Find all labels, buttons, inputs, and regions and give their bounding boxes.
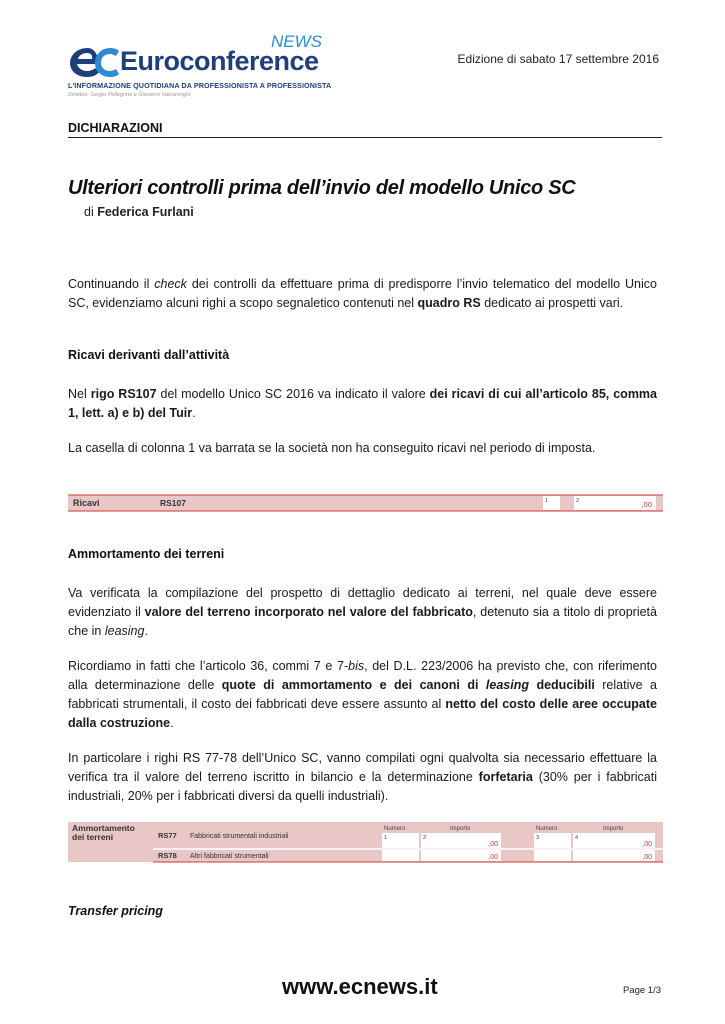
casella-paragraph: La casella di colonna 1 va barrata se la società non ha conseguito ricavi nel periodo di imposta.: [68, 441, 596, 455]
particolare-paragraph: [68, 749, 657, 806]
form-ricavi-amount: ,00: [641, 500, 652, 509]
form-rs77-col2: 2: [423, 835, 427, 841]
intro-text-3: dedicato ai prospetti vari.: [480, 296, 624, 310]
logo-news: NEWS: [271, 32, 322, 51]
form-terreni-hdr-numero-2: Numero: [536, 826, 558, 832]
form-rs77-code: RS77: [158, 831, 177, 840]
particolare-bold-b: forfetaria: [478, 770, 533, 784]
form-ricavi-label: Ricavi: [73, 498, 100, 508]
intro-em: check: [154, 277, 187, 291]
ricordiamo-bold-f: deducibili: [528, 678, 595, 692]
form-terreni: [68, 820, 663, 864]
ricordiamo-paragraph: [68, 657, 657, 733]
particolare-text-c: (30% per i fabbricati industriali, 20% per i fabbricati diversi da quelli industriali).: [68, 770, 658, 803]
terreni-text-e: .: [144, 624, 148, 638]
form-rs77-amount-2: ,00: [642, 841, 652, 848]
rs107-text-e: .: [192, 406, 196, 420]
section-divider: [68, 137, 662, 138]
rs107-paragraph: [68, 385, 657, 423]
form-ricavi-col1: 1: [545, 498, 549, 504]
terreni-paragraph: [68, 584, 657, 641]
ricordiamo-em-e: leasing: [485, 678, 529, 692]
logo-directors: Direttori: Sergio Pellegrino e Giovanni Valcarenghi: [68, 92, 191, 98]
form-terreni-hdr-importo-2: Importo: [603, 826, 624, 832]
form-rs78-code: RS78: [158, 851, 177, 860]
form-rs78-amount-1: ,00: [488, 854, 498, 861]
ricordiamo-text-g: relative a fabbricati strumentali, il costo dei fabbricati deve essere assunto al: [68, 678, 657, 711]
ricordiamo-text-a: Ricordiamo in fatti che l’articolo 36, commi 7 e 7-: [68, 659, 349, 673]
rs107-text-c: del modello Unico SC 2016 va indicato il valore: [156, 387, 430, 401]
heading-transfer-pricing: Transfer pricing: [68, 904, 163, 918]
ricordiamo-em-b: bis: [348, 659, 365, 673]
article-title: Ulteriori controlli prima dell’invio del modello Unico SC: [68, 177, 576, 199]
edition-date: Edizione di sabato 17 settembre 2016: [457, 52, 659, 66]
form-terreni-hdr-numero-1: Numero: [384, 826, 406, 832]
rs107-bold-b: rigo RS107: [90, 387, 157, 401]
form-rs77-amount-1: ,00: [488, 841, 498, 848]
form-rs77-col3: 3: [536, 835, 540, 841]
section-label: DICHIARAZIONI: [68, 121, 163, 135]
form-ricavi: [68, 493, 663, 513]
form-rs78-desc: Altri fabbricati strumentali: [190, 853, 269, 860]
footer-url-link[interactable]: www.ecnews.it: [282, 974, 438, 999]
author-name: Federica Furlani: [97, 205, 194, 219]
intro-text-2: dei controlli da effettuare prima di predisporre l’invio telematico del modello Unico SC, evidenziamo alcuni righi a scopo segnaletico contenuti nel: [68, 277, 657, 310]
terreni-em-d: leasing: [104, 624, 145, 638]
intro-bold: quadro RS: [417, 296, 481, 310]
rs107-bold-d: dei ricavi di cui all’articolo 85, comma 1, lett. a) e b) del Tuir: [68, 387, 657, 420]
heading-ammortamento: Ammortamento dei terreni: [68, 547, 225, 561]
particolare-text-a: In particolare i righi RS 77-78 dell’Unico SC, vanno compilati ogni qualvolta sia necessario effettuare la verifica tra il valore del terreno iscritto in bilancio e la determinazione: [68, 751, 657, 784]
form-rs78-amount-2: ,00: [642, 854, 652, 861]
terreni-bold-b: valore del terreno incorporato nel valore del fabbricato: [144, 605, 473, 619]
form-ricavi-col2: 2: [576, 498, 580, 504]
ricordiamo-text-c: , del D.L. 223/2006 ha previsto che, con riferimento alla determinazione delle: [68, 659, 657, 692]
byline: [84, 205, 194, 219]
ricordiamo-text-i: .: [170, 716, 174, 730]
logo-tagline: L'INFORMAZIONE QUOTIDIANA DA PROFESSIONISTA A PROFESSIONISTA: [68, 81, 332, 90]
form-ricavi-code: RS107: [160, 498, 186, 508]
intro-text-1: Continuando il: [68, 277, 155, 291]
form-rs77-col1: 1: [384, 835, 388, 841]
form-rs77-col4: 4: [575, 835, 579, 841]
form-rs77-desc: Fabbricati strumentali industriali: [190, 833, 289, 840]
form-terreni-label-1: Ammortamento: [72, 823, 135, 833]
ec-logo-icon: [68, 42, 120, 82]
terreni-text-a: Va verificata la compilazione del prospetto di dettaglio dedicato ai terreni, nel quale deve essere evidenziato il: [68, 586, 657, 619]
form-terreni-hdr-importo-1: Importo: [450, 826, 471, 832]
ricordiamo-bold-d: quote di ammortamento e dei canoni di: [221, 678, 486, 692]
rs107-text-a: Nel: [68, 387, 91, 401]
terreni-text-c: , detenuto sia a titolo di proprietà che in: [68, 605, 657, 638]
heading-ricavi: Ricavi derivanti dall’attività: [68, 348, 230, 362]
byline-prefix: di: [84, 205, 94, 219]
intro-paragraph: [68, 275, 657, 313]
logo-name: Euroconference: [120, 46, 319, 76]
page-number: Page 1/3: [622, 985, 661, 996]
ricordiamo-bold-h: netto del costo delle aree occupate dalla costruzione: [68, 697, 657, 730]
euroconference-logo[interactable]: [68, 32, 332, 100]
form-terreni-label-2: dei terreni: [72, 832, 114, 842]
